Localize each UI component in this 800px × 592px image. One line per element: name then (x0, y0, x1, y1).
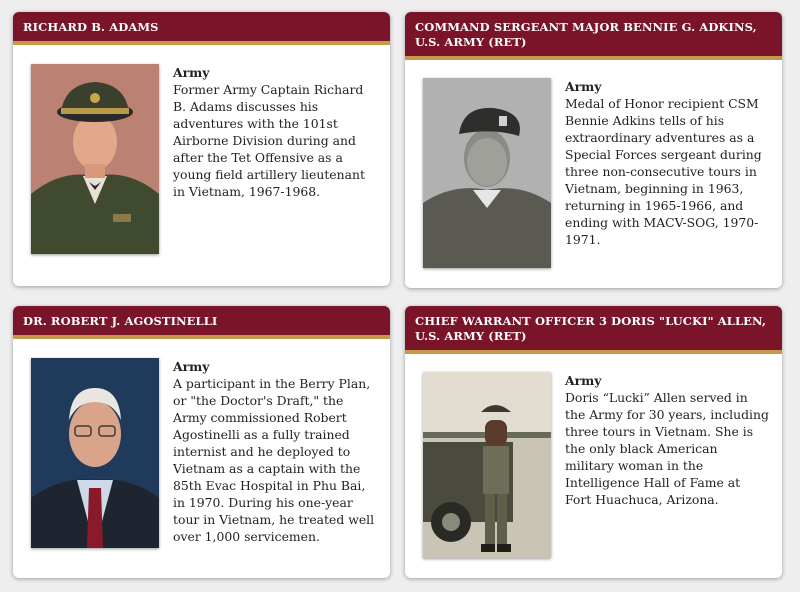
veteran-card-allen[interactable] (405, 306, 782, 578)
veteran-card-adams[interactable] (13, 12, 390, 286)
portrait-photo (423, 372, 551, 558)
card-description: Medal of Honor recipient CSM Bennie Adkins tells of his extraordinary adventures as a Special Forces sergeant during three non-consecutive tours in Vietnam, beginning in 1963, returning in 1965-1966, and ending with MACV-SOG, 1970-1971. (565, 96, 762, 247)
card-body (565, 78, 770, 248)
branch-label: Army (173, 65, 210, 80)
card-title[interactable]: RICHARD B. ADAMS (13, 12, 390, 45)
card-title[interactable]: CHIEF WARRANT OFFICER 3 DORIS "LUCKI" ALLEN, U.S. ARMY (RET) (405, 306, 782, 354)
branch-label: Army (173, 359, 210, 374)
veteran-card-adkins[interactable] (405, 12, 782, 288)
portrait-photo (423, 78, 551, 268)
card-description: Former Army Captain Richard B. Adams discusses his adventures with the 101st Airborne Division during and after the Tet Offensive as a young field artillery lieutenant in Vietnam, 1967-1968. (173, 82, 365, 199)
portrait-photo (31, 64, 159, 254)
veteran-card-agostinelli[interactable] (13, 306, 390, 578)
card-description: Doris “Lucki” Allen served in the Army for 30 years, including three tours in Vietnam. She is the only black American military woman in the Intelligence Hall of Fame at Fort Huachuca, Arizona. (565, 390, 769, 507)
branch-label: Army (565, 373, 602, 388)
card-body (173, 358, 378, 545)
branch-label: Army (565, 79, 602, 94)
card-description: A participant in the Berry Plan, or "the Doctor's Draft," the Army commissioned Robert Agostinelli as a fully trained internist and he deployed to Vietnam as a captain with the 85th Evac Hospital in Phu Bai, in 1970. During his one-year tour in Vietnam, he treated well over 1,000 servicemen. (173, 376, 375, 544)
portrait-photo (31, 358, 159, 548)
card-title[interactable]: DR. ROBERT J. AGOSTINELLI (13, 306, 390, 339)
card-body (173, 64, 378, 200)
card-title[interactable]: COMMAND SERGEANT MAJOR BENNIE G. ADKINS, U.S. ARMY (RET) (405, 12, 782, 60)
card-body (565, 372, 770, 508)
